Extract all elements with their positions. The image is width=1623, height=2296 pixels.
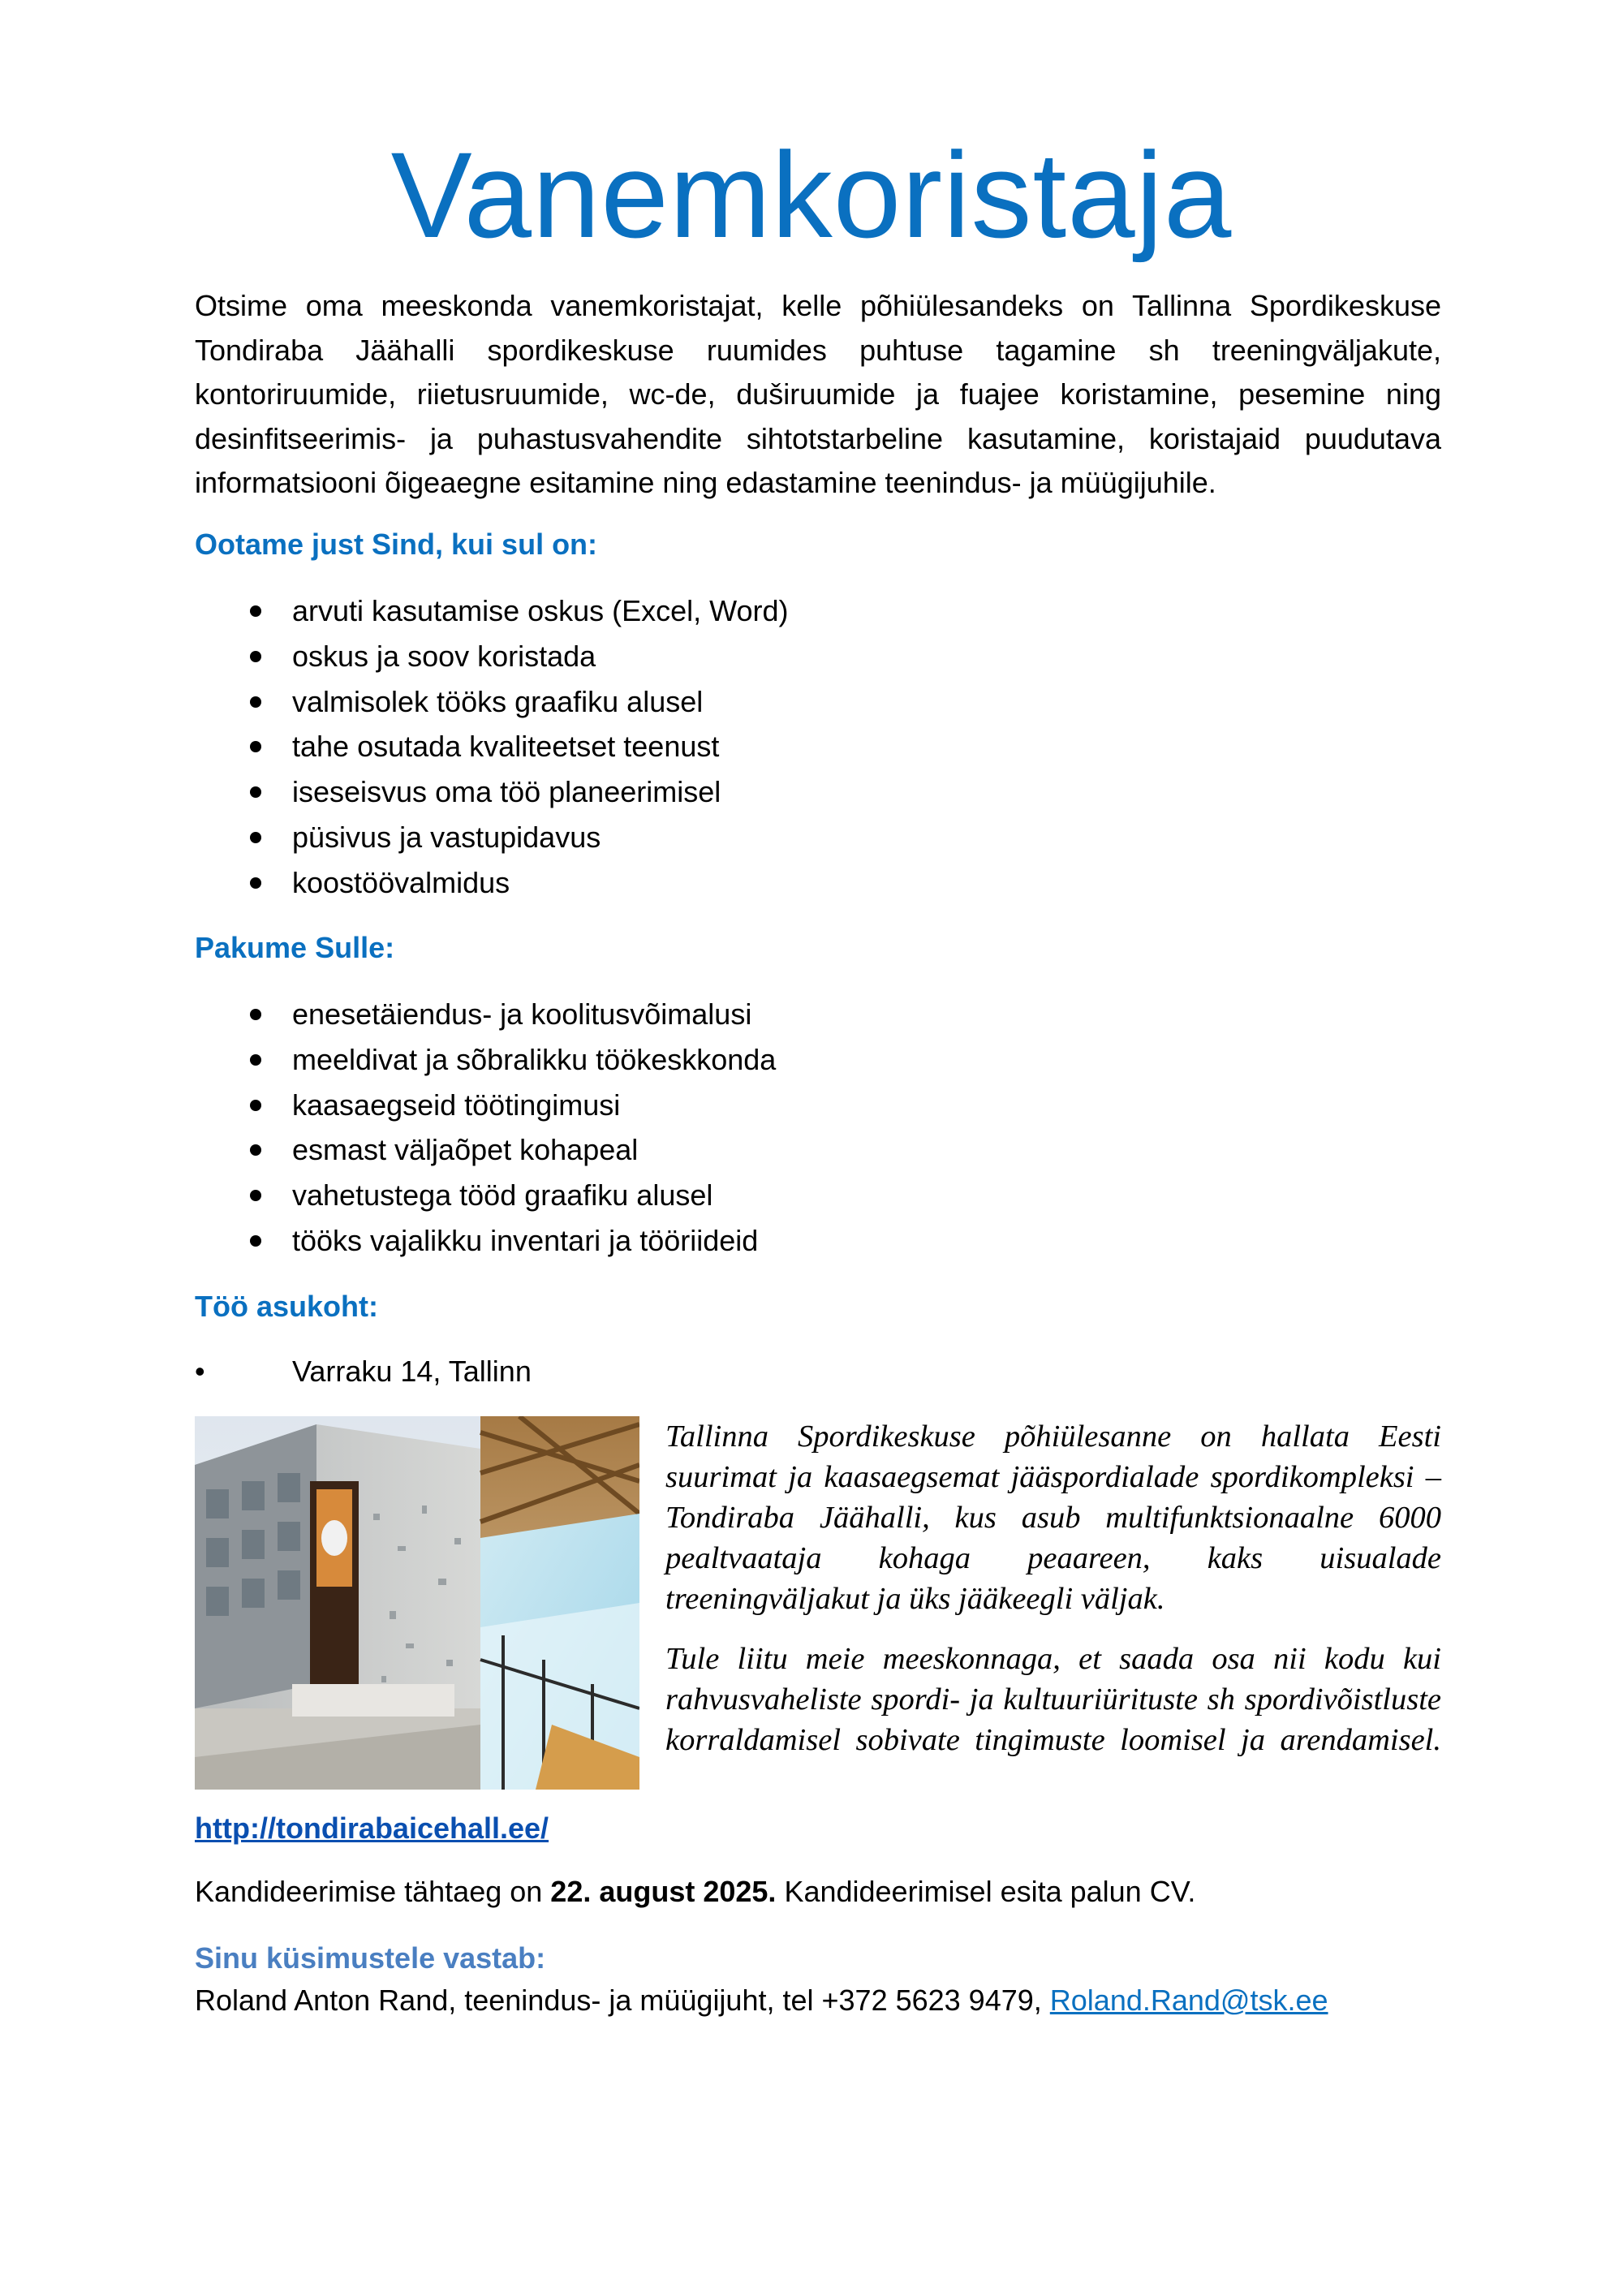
contact-info <box>195 1980 1328 2021</box>
bullet-icon <box>250 1054 261 1066</box>
website-link[interactable]: http://tondirabaicehall.ee/ <box>195 1811 549 1845</box>
bullet-icon <box>250 1144 261 1156</box>
ice-hall-photo <box>195 1416 639 1790</box>
bullet-icon: • <box>195 1355 205 1388</box>
bullet-icon <box>250 1009 261 1020</box>
requirements-list <box>195 588 1412 906</box>
intro-paragraph <box>195 284 1441 506</box>
list-item: kaasaegseid töötingimusi <box>195 1083 1412 1128</box>
list-item: esmast väljaõpet kohapeal <box>195 1127 1412 1173</box>
list-item: tahe osutada kvaliteetset teenust <box>195 724 1412 769</box>
list-item: enesetäiendus- ja koolitusvõimalusi <box>195 992 1412 1037</box>
bullet-icon <box>250 1190 261 1201</box>
bullet-icon <box>250 877 261 889</box>
requirements-heading: Ootame just Sind, kui sul on: <box>195 528 598 561</box>
contact-heading: Sinu küsimustele vastab: <box>195 1941 546 1975</box>
list-item: oskus ja soov koristada <box>195 634 1412 679</box>
list-item: arvuti kasutamise oskus (Excel, Word) <box>195 588 1412 634</box>
contact-text: Roland Anton Rand, teenindus- ja müügijuht, tel +372 5623 9479, <box>195 1984 1050 2017</box>
about-paragraph-1: Tallinna Spordikeskuse põhiülesanne on hallata Eesti suurimat ja kaasaegsemat jääspordialade spordikompleksi – Tondiraba Jäähalli, kus asub multifunktsionaalne 6000 pealtvaataja kohaga peaareen, kaks uisualade treeningväljakut ja üks jääkeegli väljak. <box>665 1419 1441 1616</box>
bullet-icon <box>250 1235 261 1247</box>
list-item: tööks vajalikku inventari ja tööriideid <box>195 1218 1412 1264</box>
email-link[interactable]: Roland.Rand@tsk.ee <box>1049 1984 1328 2017</box>
list-item: valmisolek tööks graafiku alusel <box>195 679 1412 725</box>
list-item: iseseisvus oma töö planeerimisel <box>195 769 1412 815</box>
bullet-icon <box>250 832 261 843</box>
bullet-icon <box>250 741 261 752</box>
location-heading: Töö asukoht: <box>195 1290 378 1323</box>
offer-list <box>195 992 1412 1264</box>
bullet-icon <box>250 605 261 617</box>
address-text: Varraku 14, Tallinn <box>292 1355 532 1388</box>
deadline-date: 22. august 2025. <box>550 1875 777 1908</box>
bullet-icon <box>250 1100 261 1111</box>
application-deadline: Kandideerimise tähtaeg on 22. august 2025. Kandideerimisel esita palun CV. <box>195 1875 1196 1908</box>
list-item: koostöövalmidus <box>195 860 1412 906</box>
offer-heading: Pakume Sulle: <box>195 931 395 964</box>
about-section <box>665 1416 1441 1780</box>
bullet-icon <box>250 651 261 662</box>
ice-hall-photo-graphic <box>195 1416 639 1790</box>
list-item: vahetustega tööd graafiku alusel <box>195 1173 1412 1218</box>
bullet-icon <box>250 696 261 708</box>
about-paragraph-2: Tule liitu meie meeskonnaga, et saada osa nii kodu kui rahvusvaheliste spordi- ja kultuuriürituste sh spordivõistluste korraldamisel sobivate tingimuste loomisel ja arendamisel. <box>665 1642 1441 1757</box>
list-item: meeldivat ja sõbralikku töökeskkonda <box>195 1037 1412 1083</box>
intro-text: Otsime oma meeskonda vanemkoristajat, kelle põhiülesandeks on Tallinna Spordikeskuse Tondiraba Jäähalli spordikeskuse ruumides puhtuse tagamine sh treeningväljakute, kontoriruumide, riietusruumide, wc-de, duširuumide ja fuajee koristamine, pesemine ning desinfitseerimis- ja puhastusvahendite sihtotstarbeline kasutamine, koristajaid puudutava informatsiooni õigeaegne esitamine ning edastamine teenindus- ja müügijuhile. <box>195 289 1441 499</box>
location-address <box>195 1351 532 1392</box>
bullet-icon <box>250 786 261 798</box>
page-title: Vanemkoristaja <box>390 127 1233 263</box>
list-item: püsivus ja vastupidavus <box>195 815 1412 860</box>
